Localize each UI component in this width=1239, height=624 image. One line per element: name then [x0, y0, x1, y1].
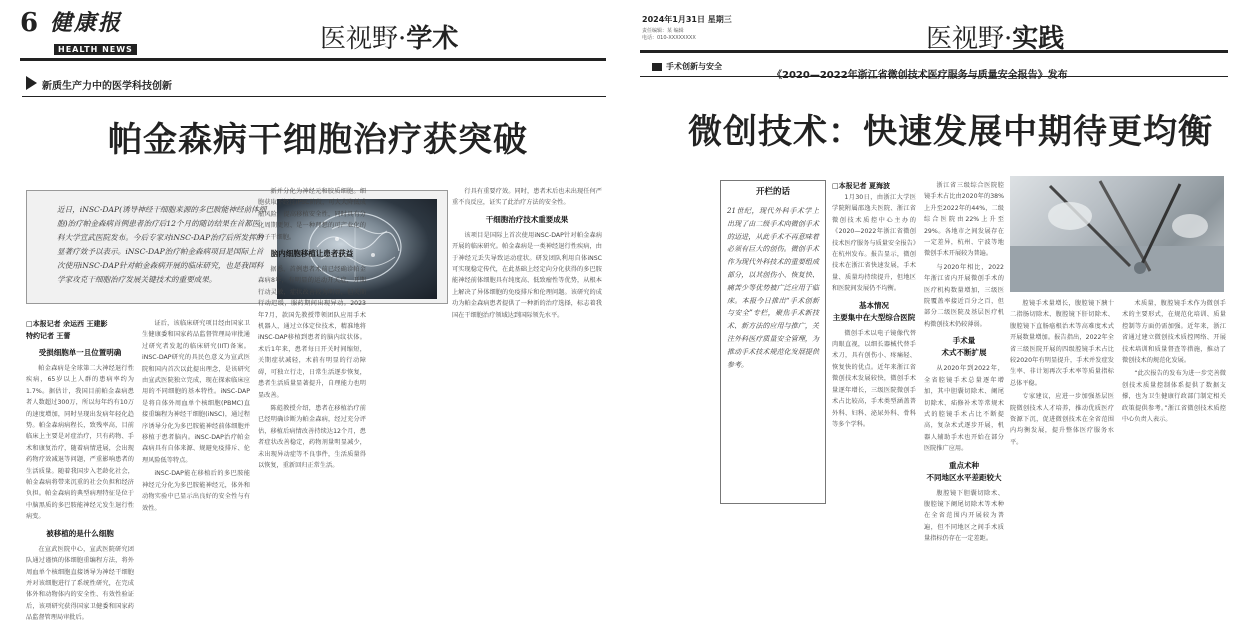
kicker-block-icon [652, 63, 662, 71]
section-title-emphasis: 学术 [406, 24, 459, 54]
paragraph: 帕金森病是全球第二大神经退行性疾病，65岁以上人群的患病率约为1.7%。据估计，我国目前帕金森病患者人数超过300万，所以每年约有10万的速度增加，同时呈现出发病年轻化趋势。帕金森病病程长，致残率高，目前临床上主要是对症治疗，只有药物、手术和康复治疗，随着病情进展，会出现药物疗效减退等问题，严重影响患者的生活质量。随着我国步入老龄化社会，帕金森病将带来沉重的社会负担和经济负担。帕金森病的典型病理特征是位于中脑黑质的多巴胺能神经元发生退行性病变。 [26, 365, 134, 521]
intro-text: 近日，iNSC-DAP(诱导神经干细胞来源的多巴胺能神经前体细胞)治疗帕金森病首例患者治疗后12个月的随访结果在首都医科大学宣武医院发布。今后专家对iNSC-DAP治疗后所发挥的显著疗效予以表示。iNSC-DAP治疗帕金森病项目是国际上首次使用iNSC-DAP针对帕金森病开展的临床研究，也是我国科学家攻克干细胞治疗发展关键技术的重要成果。 [57, 205, 267, 284]
paragraph: 术质量，腹腔镜手术作为微创手术的主要形式，在规范化培训、质量控制等方面仍需加强。近年来，浙江省通过建立微创技术质控网络、开展技术培训和质量督查等措施，推动了微创技术的规范化发展。 [1122, 300, 1226, 365]
sidebox-title: 开栏的话 [755, 187, 790, 197]
section-title-prefix: 医视野· [926, 24, 1013, 54]
article-column-2 [924, 180, 1004, 543]
paragraph: 微创手术以电子镜像代替肉眼直视，以细长器械代替手术刀，具有创伤小、疼痛轻、恢复快的优点。近年来浙江省微创技术发展较快，微创手术量逐年增长，三级医院微创手术占比较高，手术类型涵盖普外科、妇科、泌尿外科、骨科等多个学科。 [832, 329, 916, 428]
paragraph: 腹腔镜下胆囊切除术、腹腔镜下阑尾切除术等术种在全省范围内开展较为普遍，但不同地区之间手术质量指标仍存在一定差距。 [924, 489, 1004, 543]
article-column-3 [1010, 298, 1114, 506]
column-kicker [22, 74, 222, 92]
paragraph: “此次报告的发布为进一步完善微创技术质量控制体系提供了数据支撑，也为卫生健康行政部门制定相关政策提供参考。”浙江省微创技术质控中心负责人表示。 [1122, 370, 1226, 424]
subheading: 受损细胞单一且位置明确 [38, 348, 122, 357]
headline: 微创技术：快速发展中期待更均衡 [688, 112, 1213, 152]
subheading: 手术量 术式不断扩展 [941, 336, 987, 358]
issue-date: 2024年1月31日 星期三 [642, 15, 732, 24]
paragraph: 从2020年到2022年，全省腔镜手术总量逐年增加，其中胆囊切除术、阑尾切除术、疝修补术等常规术式的腔镜手术占比不断提高，复杂术式逐步开展，机器人辅助手术也开始在部分医院推广应用。 [924, 365, 1004, 453]
header-rule [640, 50, 1228, 53]
column-1-body [26, 347, 134, 624]
subheading: 脑内细胞移植让患者获益 [270, 249, 354, 259]
subheading: 重点术种 不同地区水平差距较大 [926, 460, 1002, 482]
column-4-body [452, 186, 602, 321]
paragraph: 该项目是国际上首次使用iNSC-DAP针对帕金森病开展的临床研究。帕金森病是一类神经退行性疾病，由于神经元丢失导致运动症状。研发团队利用自体iNSC可实现稳定传代，在此基础上经定向分化获得的多巴胺能神经前体细胞具有纯度高、低致瘤性等优势，从根本上解决了异体细胞的免疫排斥和伦理问题。该研究的成功为帕金森病患者提供了一种新的治疗选择，标志着我国在干细胞治疗领域达到国际领先水平。 [452, 231, 602, 319]
paragraph: 行具有重要疗效。同时，患者术后也未出现任何严重不良反应，证实了此治疗方法的安全性。 [452, 188, 602, 207]
masthead-en: HEALTH NEWS [54, 44, 137, 55]
subheading: 被移植的是什么细胞 [46, 528, 114, 538]
paragraph: iNSC-DAP能在移植后的多巴胺能神经元分化为多巴胺能神经元，体外和动物实验中已显示出良好的安全性与有效性。 [142, 470, 250, 512]
byline: □本报记者 夏海波 [832, 182, 891, 190]
article-column-3 [258, 186, 366, 506]
kicker-arrow-icon [26, 74, 42, 92]
opening-sidebox [720, 180, 826, 504]
section-title-prefix: 医视野· [320, 24, 407, 54]
paragraph: 新并分化为神经元和胶质细胞。细胞获取不经过iPSC阶段，可大大降低成瘤风险，提高移植安全性，同时具有分化周期更短、是一种理想的可产业化的种子干细胞。 [258, 188, 366, 241]
column-kicker [652, 60, 772, 74]
section-title-emphasis: 实践 [1012, 24, 1065, 54]
paragraph: 证后，该临床研究项目经由国家卫生健康委和国家药品监督管理局审批通过研究者发起的临床研究(IIT)备案。iNSC-DAP研究的具民色意义为宣武医院和国内首次以此提出理念，是该研究由宣武医院独立完成，现在探索临床应用的不同细胞的基本特性。iNSC-DAP是将自体外周血单个核细胞(PBMC)直接重编程为神经干细胞(iNSC)，通过程序诱导分化为多巴胺能神经前体细胞并移植于患者脑内。iNSC-DAP治疗帕金森病具有自体来源、规避免疫排斥、伦理风险低等特点。 [142, 320, 250, 464]
masthead: 健康报 [50, 10, 123, 36]
paragraph: 浙江省三级综合医院腔镜手术占比由2020年的38%上升至2022年的44%，二级综合医院由22%上升至29%。各地市之间发展存在一定差异，杭州、宁波等地微创手术开展较为普遍。 [924, 182, 1004, 258]
article-column-4 [452, 186, 602, 506]
subhead-kicker: 《2020—2022年浙江省微创技术医疗服务与质量安全报告》发布 [772, 70, 1068, 81]
paragraph: 1月30日，由浙江大学医学院附属邵逸夫医院、浙江省微创技术质控中心主办的《2020—2022年浙江省微创技术医疗服务与质量安全报告》在杭州发布。报告显示，微创技术在浙江省快速发展，手术量、质量均持续提升，但地区和医院间发展仍不均衡。 [832, 194, 916, 293]
paragraph: 据悉，首例患者术前已经确诊帕金森病8年，有明显的运动开关症，开期行动灵敏，症状改善较为明显，但关期行动迟缓，服药期间出现异动。2023年7月，款国先教授带领团队应用手术机器人，通过立体定位技术，精准地将iNSC-DAP移植到患者的脑内纹状体。术后1年来，患者每日开关时间缩短，关期症状减轻，术前有明显的行动障碍，可独立行走，日常生活逐步恢复，患者生活质量显著提升，自理能力也明显改善。 [258, 266, 366, 399]
column-4-body [1122, 298, 1226, 425]
article-column-1 [26, 318, 134, 622]
surgery-photo [1010, 176, 1224, 292]
paragraph: 在宣武医院中心，宣武医院研究团队通过谨慎的体细胞重编程方法，将外周血单个核细胞直接诱导为神经干细胞并对该细胞进行了系统性研究，在完成体外和动物体内的安全性、有效性验证后，该项研究获得国家卫健委和国家药品监督管理局审批后。 [26, 545, 134, 622]
article-column-2 [142, 318, 250, 512]
subheading: 基本情况 主要集中在大型综合医院 [832, 300, 916, 322]
header-rule [20, 58, 606, 61]
article-column-1 [832, 180, 916, 506]
kicker-rule [22, 96, 606, 97]
paragraph: 腔镜手术量增长，腹腔镜下胰十二指肠切除术、腹腔镜下肝切除术、腹腔镜下直肠癌根治术等高难度术式开展数量增加。报告指出，2022年全省三级医院开展的四级腔镜手术占比较2020年有明显提升，手术并发症发生率、非计划再次手术率等质量指标总体平稳。 [1010, 300, 1114, 387]
subheading: 干细胞治疗技术重要成果 [485, 214, 569, 224]
column-3-body [258, 186, 366, 471]
headline: 帕金森病干细胞治疗获突破 [108, 120, 528, 160]
column-3-body [1010, 298, 1114, 448]
sidebox-text: 21世纪，现代外科手术学上出现了由二级手术向微创手术的迈进，从此手术不再意味着必须有巨大的创伤。微创手术作为现代外科技术的重要组成部分，以其创伤小、恢复快、痛苦少等优势被广泛应用于临床。本报今日推出“手术创新与安全”专栏，聚焦手术新技术、新方法的应用与推广，关注外科医疗质量安全管理，为推动手术技术规范化发展提供参考。 [727, 207, 819, 369]
paragraph: 专家建议，应进一步加强基层医院微创技术人才培养，推动优质医疗资源下沉，促进微创技术在全省范围内均衡发展，提升整体医疗服务水平。 [1010, 393, 1114, 446]
column-1-body [832, 180, 916, 430]
section-title [320, 18, 458, 55]
page-number: 6 [20, 8, 39, 38]
column-2-body [142, 318, 250, 514]
column-kicker-text: 手术创新与安全 [666, 62, 722, 71]
intro-box [26, 190, 448, 304]
paragraph: 与2020年相比，2022年浙江省内开展微创手术的医疗机构数量增加，三级医院覆盖率接近百分之百，但部分二级医院及基层医疗机构微创技术仍较薄弱。 [924, 263, 1004, 328]
column-kicker-text: 新质生产力中的医学科技创新 [42, 81, 172, 92]
column-2-body [924, 180, 1004, 545]
left-page [0, 0, 618, 622]
right-page [622, 0, 1239, 543]
article-column-4 [1122, 298, 1226, 506]
byline: □本报记者 余运西 王建影 特约记者 王蕾 [26, 320, 108, 340]
editor-meta: 责任编辑：某 编辑 电话：010-XXXXXXXX [642, 28, 696, 41]
paragraph: 陈彪教授介绍，患者在移植治疗前已经明确诊断为帕金森病，经过充分评估，移植后病情改善持续达12个月，患者症状改善稳定，药物剂量明显减少，未出现异动症等不良事件，生活质量得以恢复，重新回归正常生活。 [258, 404, 366, 469]
